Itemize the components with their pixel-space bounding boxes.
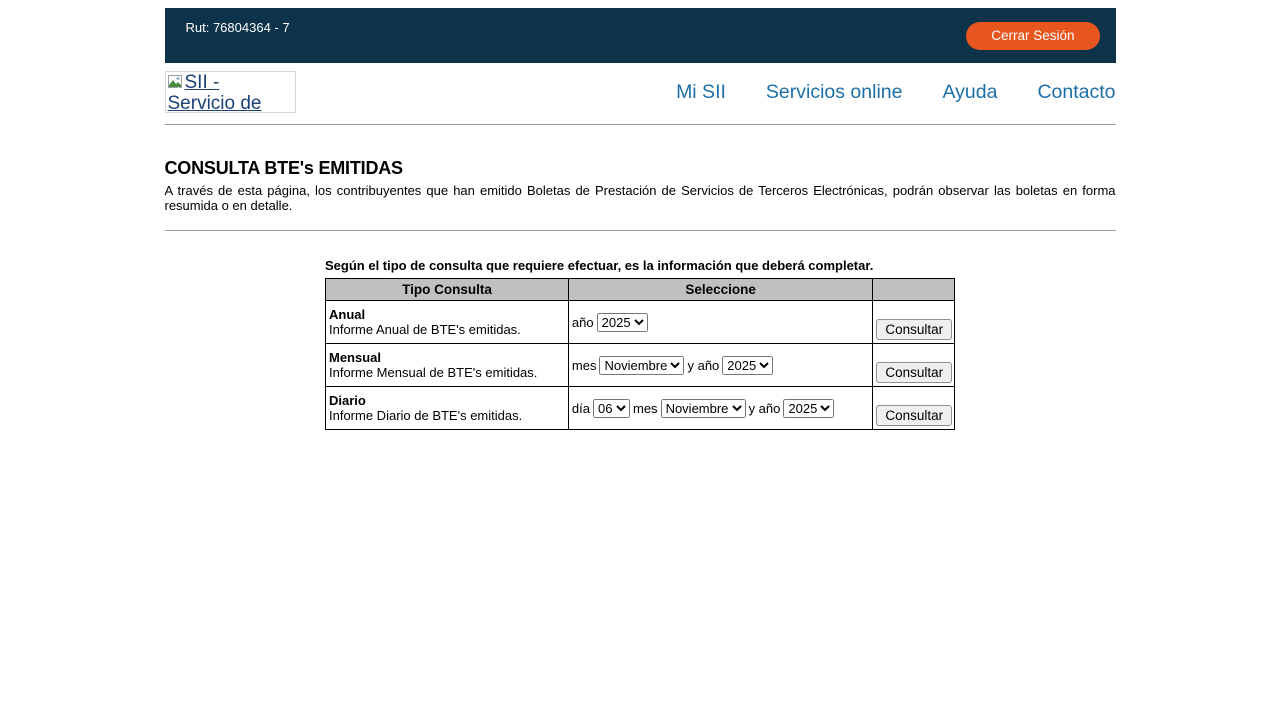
diario-month-select[interactable] [661,399,746,418]
row-type-diario: Diario [329,393,366,408]
header-divider [165,124,1116,125]
session-topbar [165,8,1116,63]
consulta-table [325,278,955,430]
main-nav [676,81,1115,104]
sii-logo-broken-image[interactable] [165,71,296,113]
row-type-anual: Anual [329,307,366,322]
logout-button[interactable]: Cerrar Sesión [966,22,1099,50]
mensual-month-label: mes [571,357,597,373]
mensual-year-label: y año [687,357,720,373]
mensual-year-select[interactable] [722,356,773,375]
col-header-seleccione: Seleccione [568,279,872,301]
col-header-action [873,279,955,301]
row-desc-diario: Informe Diario de BTE's emitidas. [329,408,523,423]
site-header [165,71,1116,113]
consulta-section [325,258,955,430]
diario-day-label: día [571,400,590,416]
consultar-mensual-button[interactable]: Consultar [876,362,952,383]
nav-mi-sii[interactable]: Mi SII [676,80,726,103]
instruction-text: Según el tipo de consulta que requiere efectuar, es la información que deberá completar. [325,258,874,273]
diario-day-select[interactable] [593,399,630,418]
row-desc-anual: Informe Anual de BTE's emitidas. [329,322,521,337]
table-row-diario [326,387,955,430]
col-header-tipo-consulta: Tipo Consulta [326,279,569,301]
diario-year-label: y año [748,400,781,416]
rut-label: Rut: 76804364 - 7 [185,20,290,35]
nav-servicios-online[interactable]: Servicios online [765,80,903,103]
page-description: A través de esta página, los contribuyentes que han emitido Boletas de Prestación de Servicios de Terceros Electrónicas, podrán observar las boletas en forma resumida o en detalle. [164,183,1116,213]
table-header-row [326,279,955,301]
anual-year-label: año [571,314,594,330]
mensual-month-select[interactable] [599,356,684,375]
nav-ayuda[interactable]: Ayuda [942,80,998,103]
page-container [165,8,1116,430]
logo-alt-text: SII - Servicio de [167,72,262,113]
content-divider [165,230,1116,231]
consultar-anual-button[interactable]: Consultar [876,319,952,340]
row-type-mensual: Mensual [329,350,382,365]
table-row-mensual [326,344,955,387]
table-row-anual [326,301,955,344]
broken-image-icon [168,75,184,90]
anual-year-select[interactable] [597,313,648,332]
diario-month-label: mes [633,400,658,416]
row-desc-mensual: Informe Mensual de BTE's emitidas. [329,365,538,380]
diario-year-select[interactable] [783,399,834,418]
page-title: CONSULTA BTE's EMITIDAS [164,158,403,178]
nav-contacto[interactable]: Contacto [1037,80,1116,103]
consultar-diario-button[interactable]: Consultar [876,405,952,426]
